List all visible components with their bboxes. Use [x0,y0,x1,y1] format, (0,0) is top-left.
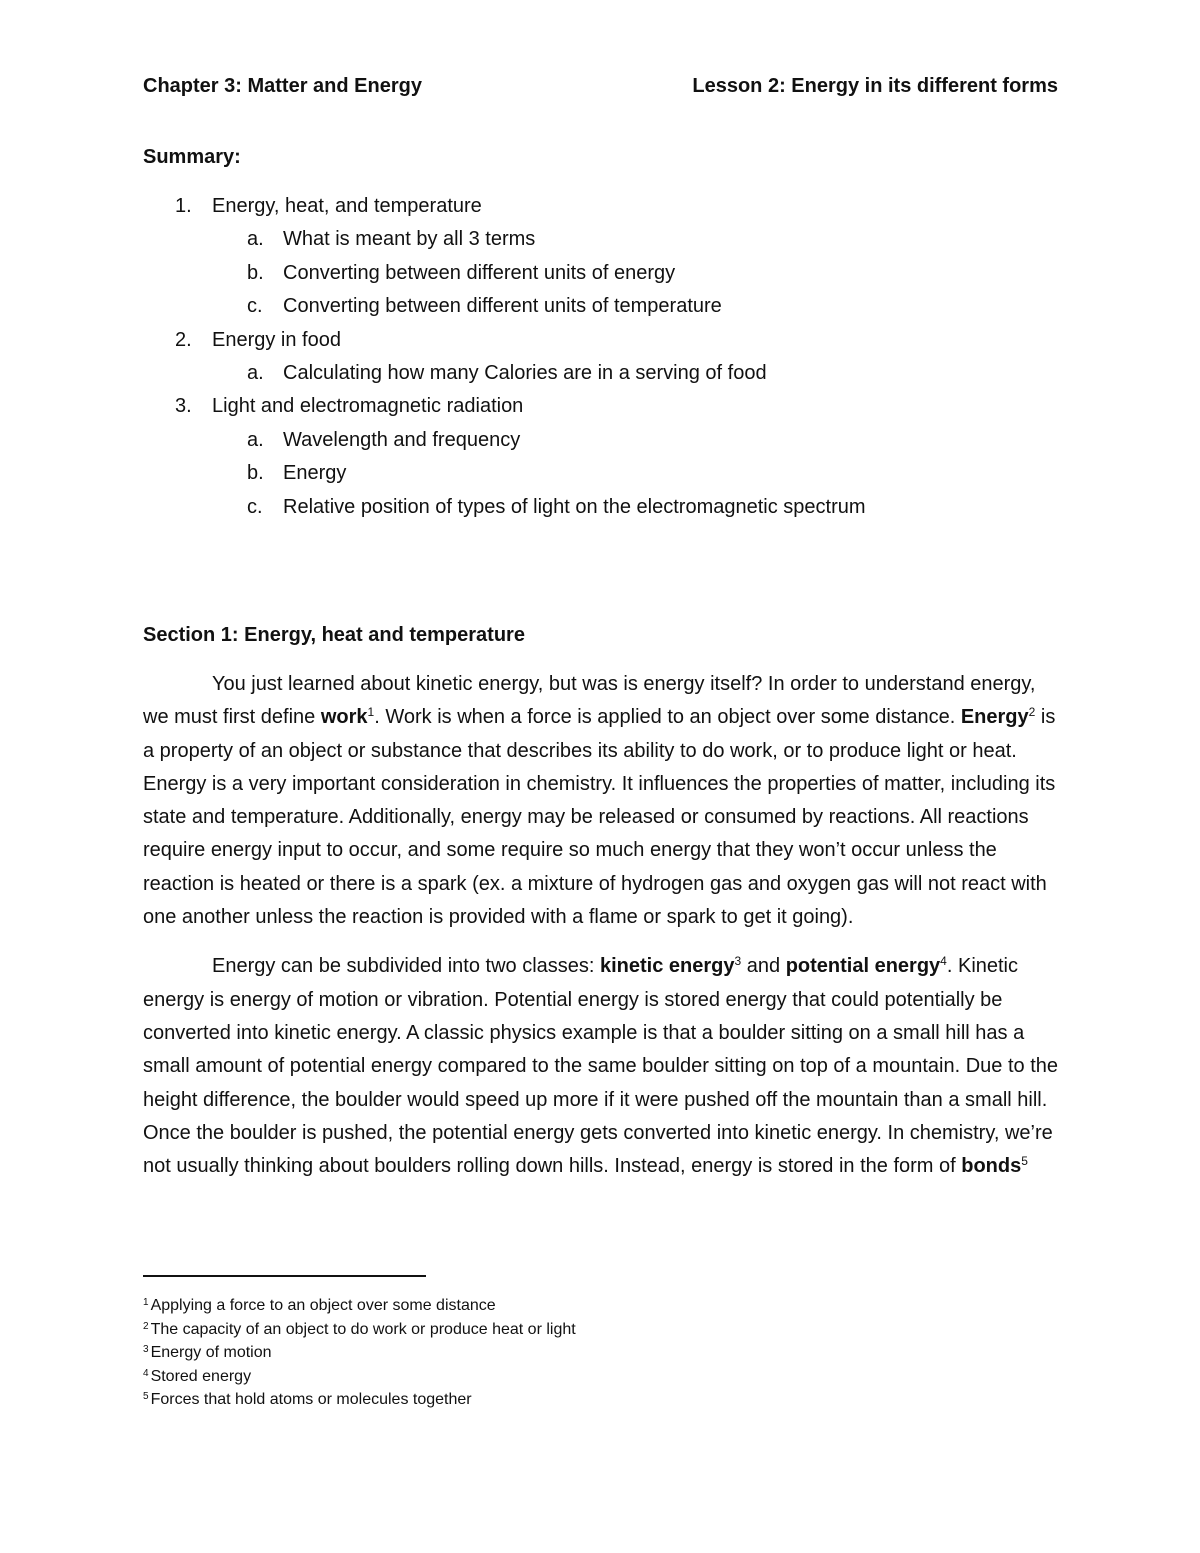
chapter-title: Chapter 3: Matter and Energy [143,75,422,97]
term-kinetic-energy: kinetic energy [600,955,735,978]
summary-item [143,190,866,324]
paragraph-text: You just learned about kinetic energy, but was is energy itself? In order to understand energy, we must first define [143,673,1036,729]
summary-list [143,190,866,524]
summary-subitem-letter: a. [247,428,264,451]
lesson-title: Lesson 2: Energy in its different forms [692,75,1058,97]
section-body [143,668,1059,1199]
summary-item-text: Energy, heat, and temperature [212,195,482,217]
summary-subitem-text: Converting between different units of temperature [283,295,722,318]
footnote-ref-1: 1 [367,705,375,720]
footnote-ref-5: 5 [1021,1154,1028,1169]
summary-subitem-letter: b. [247,261,264,284]
term-bonds: bonds [961,1155,1022,1178]
footnote-number: 1 [143,1297,149,1308]
summary-subitem-text: Energy [283,462,347,485]
summary-item [143,390,866,524]
page-header [143,72,1058,100]
summary-subitem-letter: c. [247,295,263,318]
paragraph-energy-definition [143,668,1059,934]
footnote [143,1388,576,1412]
term-potential-energy: potential energy [785,955,941,978]
summary-subitem [212,491,866,524]
footnote [143,1318,576,1342]
term-work: work [320,706,368,729]
summary-subitem-letter: c. [247,495,263,518]
paragraph-text: Energy can be subdivided into two classes: [212,955,600,978]
footnote [143,1365,576,1389]
summary-heading: Summary: [143,146,241,168]
footnote-number: 3 [143,1344,149,1356]
summary-subitem-text: Converting between different units of energy [283,261,676,284]
footnote-text: Energy of motion [150,1344,272,1362]
footnote-text: Applying a force to an object over some distance [150,1297,496,1314]
summary-item-text: Energy in food [212,328,341,351]
summary-subitem-letter: b. [247,462,264,485]
summary-item-text: Light and electromagnetic radiation [212,395,524,418]
summary-sublist [212,223,866,323]
footnote-text: Forces that hold atoms or molecules together [150,1391,472,1409]
footnote-text: Stored energy [150,1367,252,1385]
summary-subitem-text: Relative position of types of light on the electromagnetic spectrum [283,495,866,518]
footnote-separator [143,1275,426,1277]
footnote-ref-2: 2 [1028,705,1036,720]
summary-item [143,324,866,391]
footnote [143,1341,576,1365]
summary-subitem [212,357,866,390]
footnote-number: 5 [143,1391,149,1403]
summary-item-number: 3. [175,395,192,418]
summary-subitem [212,223,866,256]
section-heading: Section 1: Energy, heat and temperature [143,624,525,646]
paragraph-text: . Work is when a force is applied to an object over some distance. [374,706,961,729]
term-energy: Energy [960,706,1029,729]
footnote [143,1294,576,1318]
footnote-number: 2 [143,1320,149,1332]
summary-subitem [212,257,866,290]
summary-sublist [212,424,866,524]
summary-subitem-text: Calculating how many Calories are in a serving of food [283,362,767,385]
summary-subitem [212,424,866,457]
summary-subitem [212,457,866,490]
footnote-ref-3: 3 [734,954,742,969]
summary-item-number: 1. [175,195,192,217]
summary-subitem-letter: a. [247,362,264,385]
footnote-text: The capacity of an object to do work or produce heat or light [150,1320,576,1338]
summary-subitem-text: What is meant by all 3 terms [283,228,536,251]
summary-item-number: 2. [175,328,192,351]
footnotes-list [143,1294,576,1412]
summary-subitem-letter: a. [247,228,264,251]
paragraph-text: and [741,955,786,978]
footnote-ref-4: 4 [940,954,947,969]
footnote-number: 4 [143,1367,149,1379]
paragraph-text: . Kinetic energy is energy of motion or vibration. Potential energy is stored energy that could potentially be converted into kinetic energy. A classic physics example is that a boulder sitting on a small hill has a small amount of potential energy compared to the same boulder sitting on top of a mountain. Due to the height difference, the boulder would speed up more if it were pushed off the mountain than a small hill. Once the boulder is pushed, the potential energy gets converted into kinetic energy. In chemistry, we’re not usually thinking about boulders rolling down hills. Instead, energy is stored in the form of [143,955,1058,1178]
summary-subitem [212,290,866,323]
paragraph-energy-classes [143,950,1059,1183]
paragraph-text: is a property of an object or substance that describes its ability to do work, or to produce light or heat. Energy is a very important consideration in chemistry. It influences the properties of matter, including its state and temperature. Additionally, energy may be released or consumed by reactions. All reactions require energy input to occur, and some require so much energy that they won’t occur unless the reaction is heated or there is a spark (ex. a mixture of hydrogen gas and oxygen gas will not react with one another unless the reaction is provided with a flame or spark to get it going). [143,706,1056,929]
summary-sublist [212,357,866,390]
summary-subitem-text: Wavelength and frequency [283,428,521,451]
